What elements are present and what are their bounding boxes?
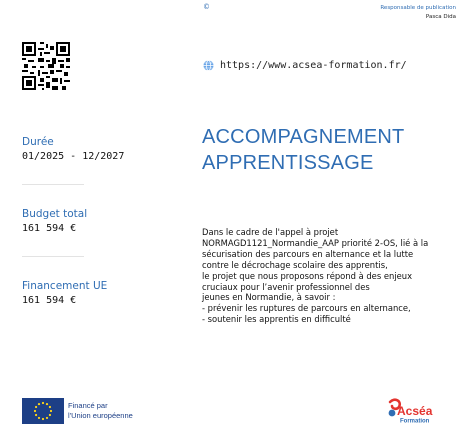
- eu-flag-icon: [22, 398, 64, 424]
- duration-value: 01/2025 - 12/2027: [22, 151, 125, 162]
- acsea-sub: Formation: [400, 418, 430, 424]
- description-line: jeunes en Normandie, à savoir :: [202, 292, 336, 303]
- project-description: [202, 227, 462, 325]
- description-line: - prévenir les ruptures de parcours en alternance,: [202, 303, 411, 314]
- project-title: [202, 124, 404, 176]
- description-line: cruciaux pour l’avenir professionnel des: [202, 281, 370, 292]
- eu-funding-label: Financement UE: [22, 280, 108, 292]
- eu-star: [49, 414, 51, 416]
- copyright-mark: ©: [203, 3, 210, 11]
- eu-funding-value: 161 594 €: [22, 295, 77, 306]
- eu-star: [50, 410, 52, 412]
- eu-star: [34, 410, 36, 412]
- publication-responsible-name: Pasca Dida: [425, 14, 456, 20]
- title-line: APPRENTISSAGE: [202, 152, 374, 174]
- description-line: contre le décrochage scolaire des apprentis,: [202, 259, 388, 270]
- eu-star: [42, 402, 44, 404]
- eu-star: [38, 417, 40, 419]
- budget-label: Budget total: [22, 208, 88, 220]
- acsea-formation-logo: [386, 398, 450, 424]
- eu-star: [38, 403, 40, 405]
- eu-funding-mention: [68, 401, 133, 421]
- website-url[interactable]: https://www.acsea-formation.fr/: [220, 60, 407, 71]
- description-line: Dans le cadre de l'appel à projet: [202, 227, 339, 237]
- website-row[interactable]: [203, 60, 407, 71]
- duration-label: Durée: [22, 136, 54, 148]
- acsea-name: Acséa: [397, 404, 433, 418]
- eu-line: Financé par: [68, 401, 108, 410]
- description-line: le projet que nous proposons répond à des enjeux: [202, 270, 413, 281]
- globe-icon: [203, 60, 214, 71]
- eu-star: [35, 406, 37, 408]
- description-line: - soutenir les apprentis en difficulté: [202, 314, 351, 325]
- eu-star: [35, 414, 37, 416]
- divider: [22, 184, 84, 185]
- eu-line: l'Union européenne: [68, 411, 133, 420]
- divider: [22, 256, 84, 257]
- budget-value: 161 594 €: [22, 223, 77, 234]
- eu-star: [42, 418, 44, 420]
- title-line: ACCOMPAGNEMENT: [202, 126, 405, 148]
- description-line: NORMAGD1121_Normandie_AAP priorité 2-OS, lié à la: [202, 237, 429, 248]
- publication-responsible-label: Responsable de publication: [380, 5, 456, 11]
- eu-star: [49, 406, 51, 408]
- eu-star: [46, 403, 48, 405]
- qr-code[interactable]: [22, 42, 70, 90]
- description-line: sécurisation des parcours en alternance et la lutte: [202, 248, 414, 259]
- eu-star: [46, 417, 48, 419]
